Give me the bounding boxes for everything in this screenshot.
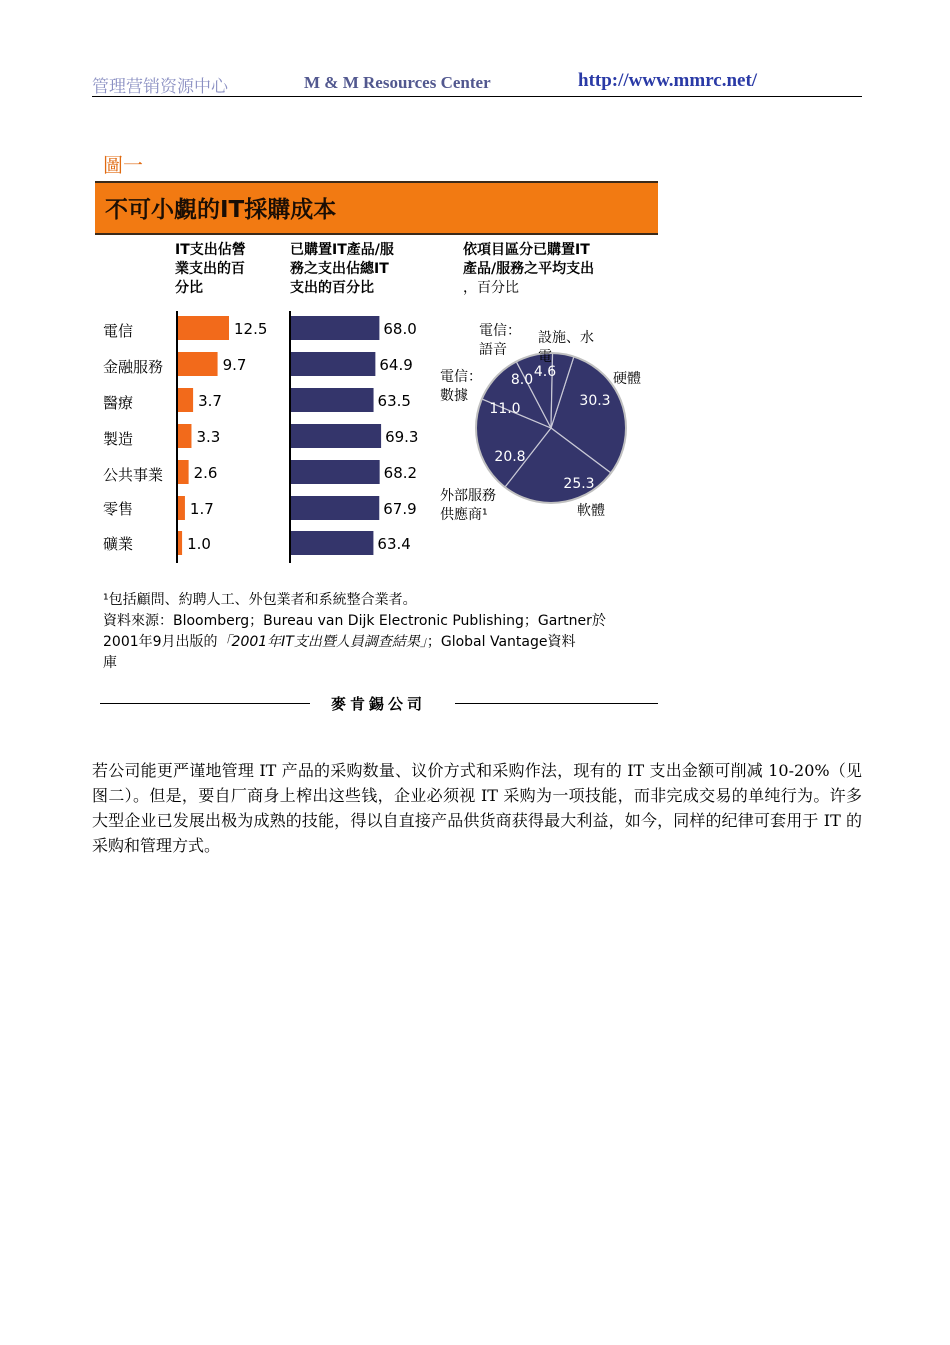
chart1-value-label: 9.7 [222, 356, 247, 374]
chart2-bar [291, 496, 379, 520]
pie-category-label: 電信：語音 [479, 323, 521, 358]
chart1-bar [178, 316, 229, 340]
chart2-bar [291, 460, 380, 484]
category-label: 製造 [103, 430, 134, 448]
pie-value-label: 4.6 [533, 364, 557, 380]
figure-charts [95, 143, 665, 583]
source-part: 2001年9月出版的 [103, 634, 218, 650]
chart2-bar [291, 352, 375, 376]
chart2-value-label: 68.2 [383, 464, 418, 482]
pie-value-label: 30.3 [579, 393, 611, 409]
chart1-bar [178, 352, 218, 376]
source-part: ；Global Vantage資料 [426, 634, 576, 650]
pie-value-label: 25.3 [563, 476, 595, 492]
chart2-bar [291, 424, 381, 448]
footnote: ¹包括顧問、約聘人工、外包業者和系統整合業者。 [103, 592, 417, 608]
chart2-bar [291, 388, 374, 412]
category-label: 公共事業 [103, 466, 164, 484]
pie-value-label: 11.0 [489, 401, 521, 417]
chart1-value-label: 3.7 [198, 392, 222, 410]
col3-heading-line: 依項目區分已購置IT [463, 242, 590, 258]
col3-heading-line: ，百分比 [463, 280, 519, 296]
col1-heading-line: IT支出佔營 [175, 242, 246, 258]
pie-category-label: 設施、水電 [538, 330, 594, 365]
col2-heading-line: 已購置IT產品/服 [290, 242, 394, 258]
source-line: 庫 [103, 655, 117, 671]
body-paragraph: 若公司能更严谨地管理 IT 产品的采购数量、议价方式和采购作法，现有的 IT 支出金额可削减 10-20%（见图二）。但是，要自厂商身上榨出这些钱，企业必须视 IT 采购为一项技能，而非完成交易的单纯行为。许多大型企业已发展出极为成熟的技能，得以自直接产品供货商获得最大利益，如今，同样的纪律可套用于 IT 的采购和管理方式。 [92, 761, 862, 855]
chart2-bar [291, 316, 379, 340]
col3-heading-line: 產品/服務之平均支出 [463, 261, 595, 277]
chart1-bar [178, 531, 182, 555]
chart1-bar [178, 388, 193, 412]
signature-rule-right [455, 703, 658, 704]
chart2-value-label: 63.4 [377, 535, 411, 553]
header-url-link[interactable]: http://www.mmrc.net/ [578, 70, 758, 91]
col1-heading-line: 分比 [175, 280, 203, 296]
col2-heading-line: 務之支出佔總IT [290, 261, 389, 277]
signature-rule-left [100, 703, 310, 704]
col1-heading-line: 業支出的百 [175, 261, 245, 277]
chart2-value-label: 69.3 [385, 428, 419, 446]
pie-category-label: 外部服務供應商¹ [440, 488, 496, 523]
pie-category-label: 硬體 [613, 371, 641, 387]
figure-1 [95, 143, 665, 723]
chart1-value-label: 3.3 [196, 428, 221, 446]
category-label: 礦業 [103, 535, 134, 553]
chart1-bar [178, 424, 191, 448]
chart1-value-label: 1.7 [189, 500, 214, 518]
header-center-en: M & M Resources Center [304, 73, 491, 92]
source-line [103, 632, 663, 653]
header-center-cn: 管理营销资源中心 [92, 77, 228, 97]
figure-notes [103, 590, 663, 674]
category-label: 金融服務 [103, 358, 164, 376]
chart2-bar [291, 531, 373, 555]
source-line: 資料來源：Bloomberg；Bureau van Dijk Electronic Publishing；Gartner於 [103, 613, 606, 629]
category-label: 零售 [103, 500, 134, 518]
chart1-value-label: 1.0 [187, 535, 211, 553]
source-report-title: 「2001年IT支出暨人員調查結果」 [217, 634, 427, 650]
chart1-value-label: 12.5 [234, 320, 268, 338]
pie-value-label: 20.8 [494, 449, 526, 465]
pie-category-label: 電信：數據 [440, 369, 482, 404]
figure-number: 圖一 [103, 153, 143, 177]
figure-title: 不可小覷的IT採購成本 [105, 197, 337, 223]
chart1-bar [178, 496, 185, 520]
chart2-value-label: 64.9 [379, 356, 413, 374]
category-label: 醫療 [103, 394, 134, 412]
chart2-value-label: 63.5 [377, 392, 411, 410]
col2-heading-line: 支出的百分比 [290, 280, 374, 296]
chart2-value-label: 67.9 [383, 500, 417, 518]
pie-category-label: 軟體 [577, 503, 605, 519]
chart2-value-label: 68.0 [383, 320, 417, 338]
chart1-value-label: 2.6 [193, 464, 218, 482]
chart1-bar [178, 460, 189, 484]
pie-value-label: 8.0 [510, 372, 534, 388]
page-header [92, 68, 862, 97]
category-label: 電信 [103, 322, 134, 340]
signature: 麥肯錫公司 [331, 695, 427, 713]
